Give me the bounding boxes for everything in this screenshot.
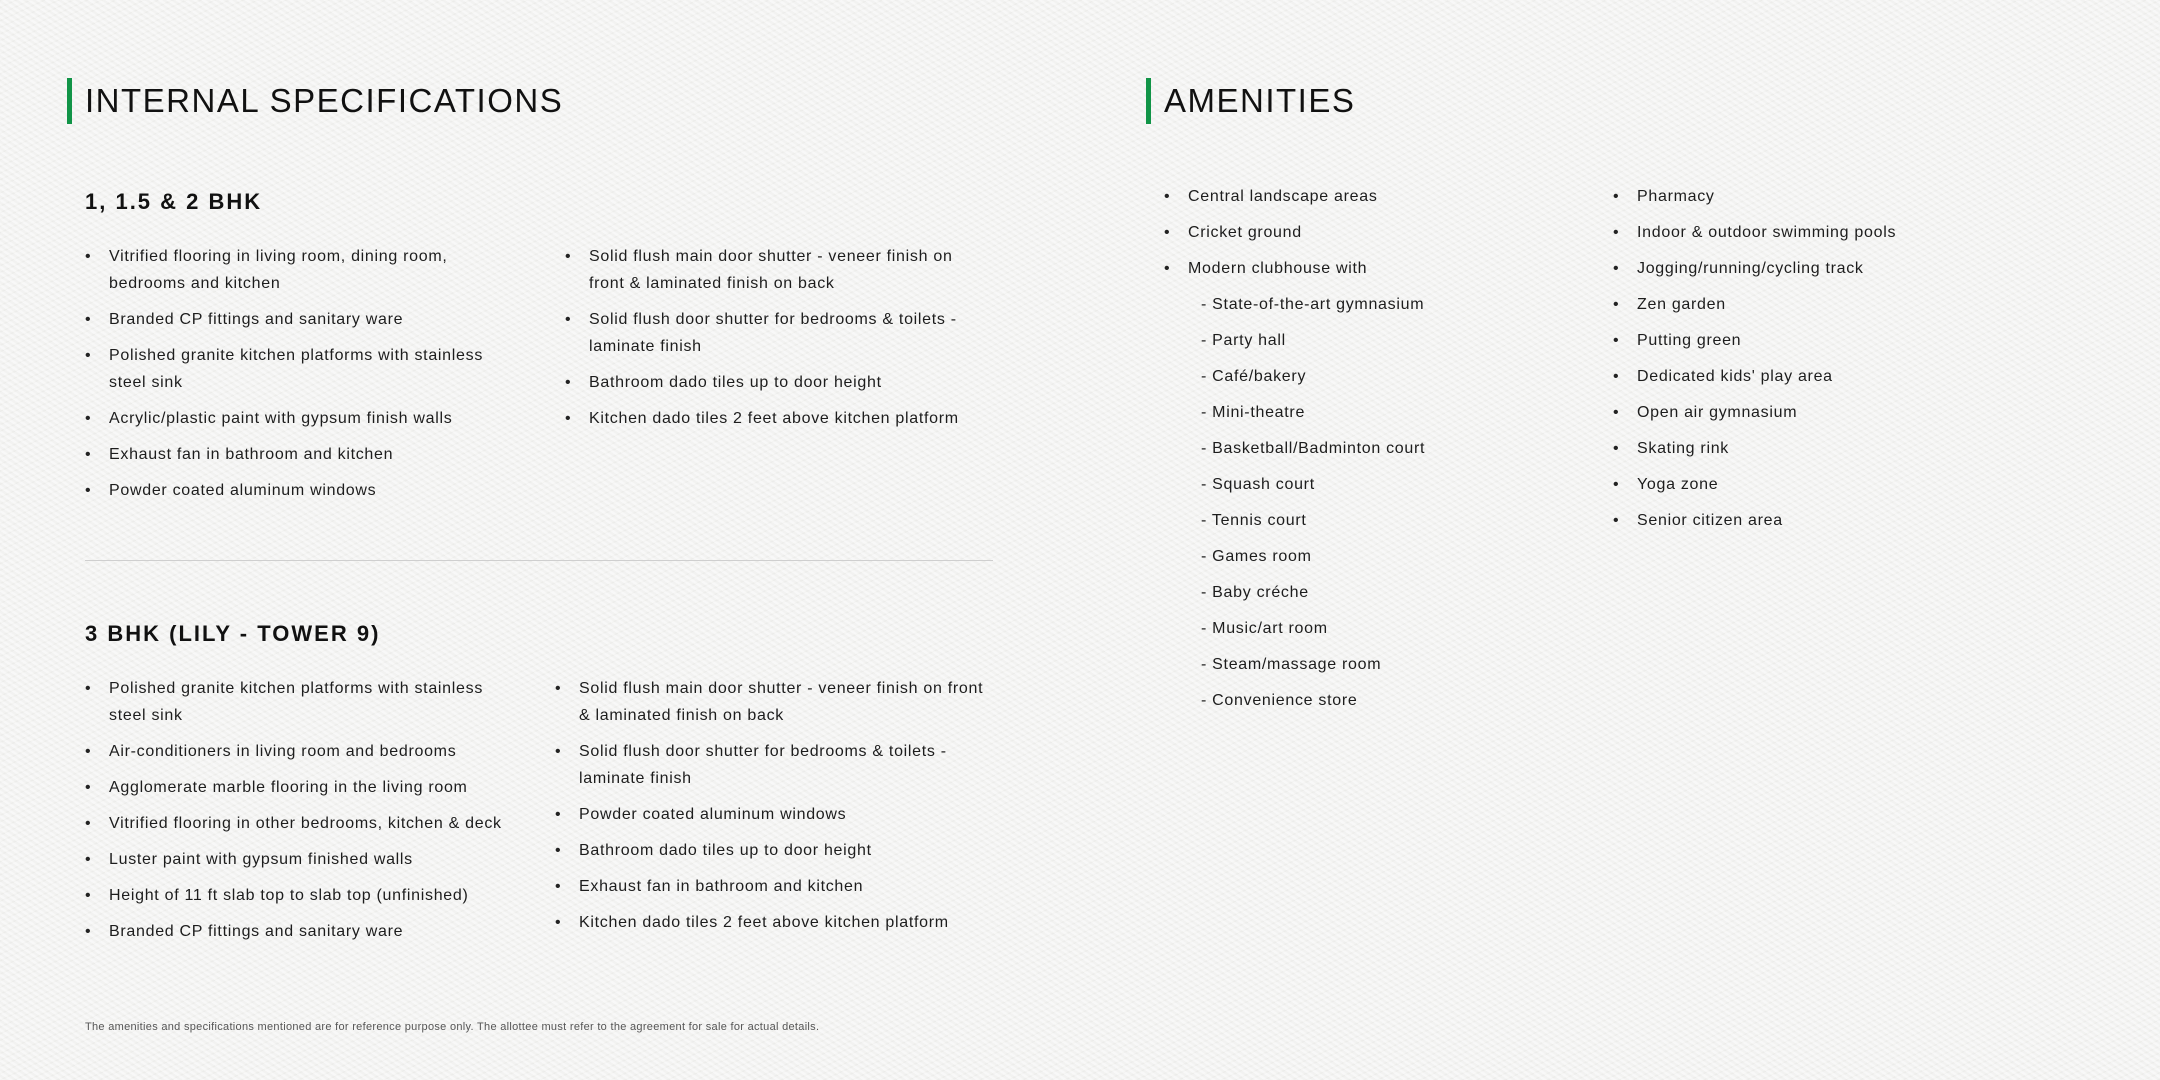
clubhouse-subitem: - State-of-the-art gymnasium bbox=[1201, 296, 1425, 313]
accent-bar bbox=[67, 78, 72, 124]
amenity-item: • Jogging/running/cycling track bbox=[1613, 255, 2053, 282]
clubhouse-subitem: - Convenience store bbox=[1201, 692, 1358, 709]
spec-item: • Kitchen dado tiles 2 feet above kitchen platform bbox=[565, 405, 993, 432]
clubhouse-subitem: - Party hall bbox=[1201, 332, 1286, 349]
amenity-item: • Modern clubhouse with bbox=[1164, 255, 1584, 282]
amenity-item: • Yoga zone bbox=[1613, 471, 2053, 498]
spec-item: • Branded CP fittings and sanitary ware bbox=[85, 306, 525, 333]
spec-item: • Vitrified flooring in living room, dining room, bedrooms and kitchen bbox=[85, 243, 525, 297]
spec-item: • Solid flush main door shutter - veneer finish on front & laminated finish on back bbox=[565, 243, 993, 297]
section-title-internal: INTERNAL SPECIFICATIONS bbox=[85, 82, 564, 119]
section-title-amenities: AMENITIES bbox=[1164, 82, 1356, 119]
clubhouse-subitem: - Baby créche bbox=[1201, 584, 1309, 601]
internal-specs-header bbox=[67, 78, 563, 124]
spec-item: • Bathroom dado tiles up to door height bbox=[565, 369, 993, 396]
disclaimer-footnote: The amenities and specifications mentioned are for reference purpose only. The allottee must refer to the agreement for sale for actual details. bbox=[85, 1021, 820, 1033]
clubhouse-subitem: - Basketball/Badminton court bbox=[1201, 440, 1426, 457]
amenity-item: • Dedicated kids' play area bbox=[1613, 363, 2053, 390]
amenity-item: • Cricket ground bbox=[1164, 219, 1584, 246]
spec-item: • Solid flush main door shutter - veneer finish on front & laminated finish on back bbox=[555, 675, 995, 729]
spec-item: • Height of 11 ft slab top to slab top (unfinished) bbox=[85, 882, 525, 909]
accent-bar bbox=[1146, 78, 1151, 124]
clubhouse-subitem: - Squash court bbox=[1201, 476, 1315, 493]
amenity-item: • Senior citizen area bbox=[1613, 507, 2053, 534]
amenity-item: • Central landscape areas bbox=[1164, 183, 1584, 210]
spec-item: • Polished granite kitchen platforms with stainless steel sink bbox=[85, 342, 525, 396]
clubhouse-subitem: - Steam/massage room bbox=[1201, 656, 1382, 673]
spec-item: • Vitrified flooring in other bedrooms, kitchen & deck bbox=[85, 810, 525, 837]
clubhouse-subitem: - Tennis court bbox=[1201, 512, 1307, 529]
spec-item: • Air-conditioners in living room and bedrooms bbox=[85, 738, 525, 765]
amenity-item: • Indoor & outdoor swimming pools bbox=[1613, 219, 2053, 246]
spec-item: • Luster paint with gypsum finished walls bbox=[85, 846, 525, 873]
spec-item: • Powder coated aluminum windows bbox=[555, 801, 995, 828]
spec-list-3bhk-right bbox=[555, 675, 995, 945]
amenities-list-col1 bbox=[1164, 183, 1584, 723]
spec-item: • Kitchen dado tiles 2 feet above kitchen platform bbox=[555, 909, 995, 936]
amenity-item: • Open air gymnasium bbox=[1613, 399, 2053, 426]
spec-item: • Solid flush door shutter for bedrooms & toilets - laminate finish bbox=[555, 738, 995, 792]
spec-item: • Powder coated aluminum windows bbox=[85, 477, 525, 504]
spec-item: • Polished granite kitchen platforms with stainless steel sink bbox=[85, 675, 525, 729]
spec-item: • Bathroom dado tiles up to door height bbox=[555, 837, 995, 864]
amenities-header bbox=[1146, 78, 1355, 124]
amenity-item: • Putting green bbox=[1613, 327, 2053, 354]
amenity-item: • Zen garden bbox=[1613, 291, 2053, 318]
spec-item: • Agglomerate marble flooring in the living room bbox=[85, 774, 525, 801]
spec-list-1bhk-left bbox=[85, 243, 525, 513]
clubhouse-subitem: - Café/bakery bbox=[1201, 368, 1307, 385]
spec-list-1bhk-right bbox=[565, 243, 993, 441]
clubhouse-subitem: - Games room bbox=[1201, 548, 1312, 565]
amenities-list-col2 bbox=[1613, 183, 2053, 543]
clubhouse-subitem: - Mini-theatre bbox=[1201, 404, 1306, 421]
clubhouse-subitem: - Music/art room bbox=[1201, 620, 1328, 637]
group-heading-3bhk: 3 BHK (LILY - TOWER 9) bbox=[85, 621, 381, 646]
spec-item: • Branded CP fittings and sanitary ware bbox=[85, 918, 525, 945]
spec-item: • Exhaust fan in bathroom and kitchen bbox=[555, 873, 995, 900]
section-divider bbox=[85, 560, 993, 561]
group-heading-1bhk: 1, 1.5 & 2 BHK bbox=[85, 189, 263, 214]
amenity-item: • Skating rink bbox=[1613, 435, 2053, 462]
spec-item: • Acrylic/plastic paint with gypsum finish walls bbox=[85, 405, 525, 432]
spec-list-3bhk-left bbox=[85, 675, 525, 954]
spec-item: • Solid flush door shutter for bedrooms & toilets - laminate finish bbox=[565, 306, 993, 360]
spec-item: • Exhaust fan in bathroom and kitchen bbox=[85, 441, 525, 468]
amenity-item: • Pharmacy bbox=[1613, 183, 2053, 210]
